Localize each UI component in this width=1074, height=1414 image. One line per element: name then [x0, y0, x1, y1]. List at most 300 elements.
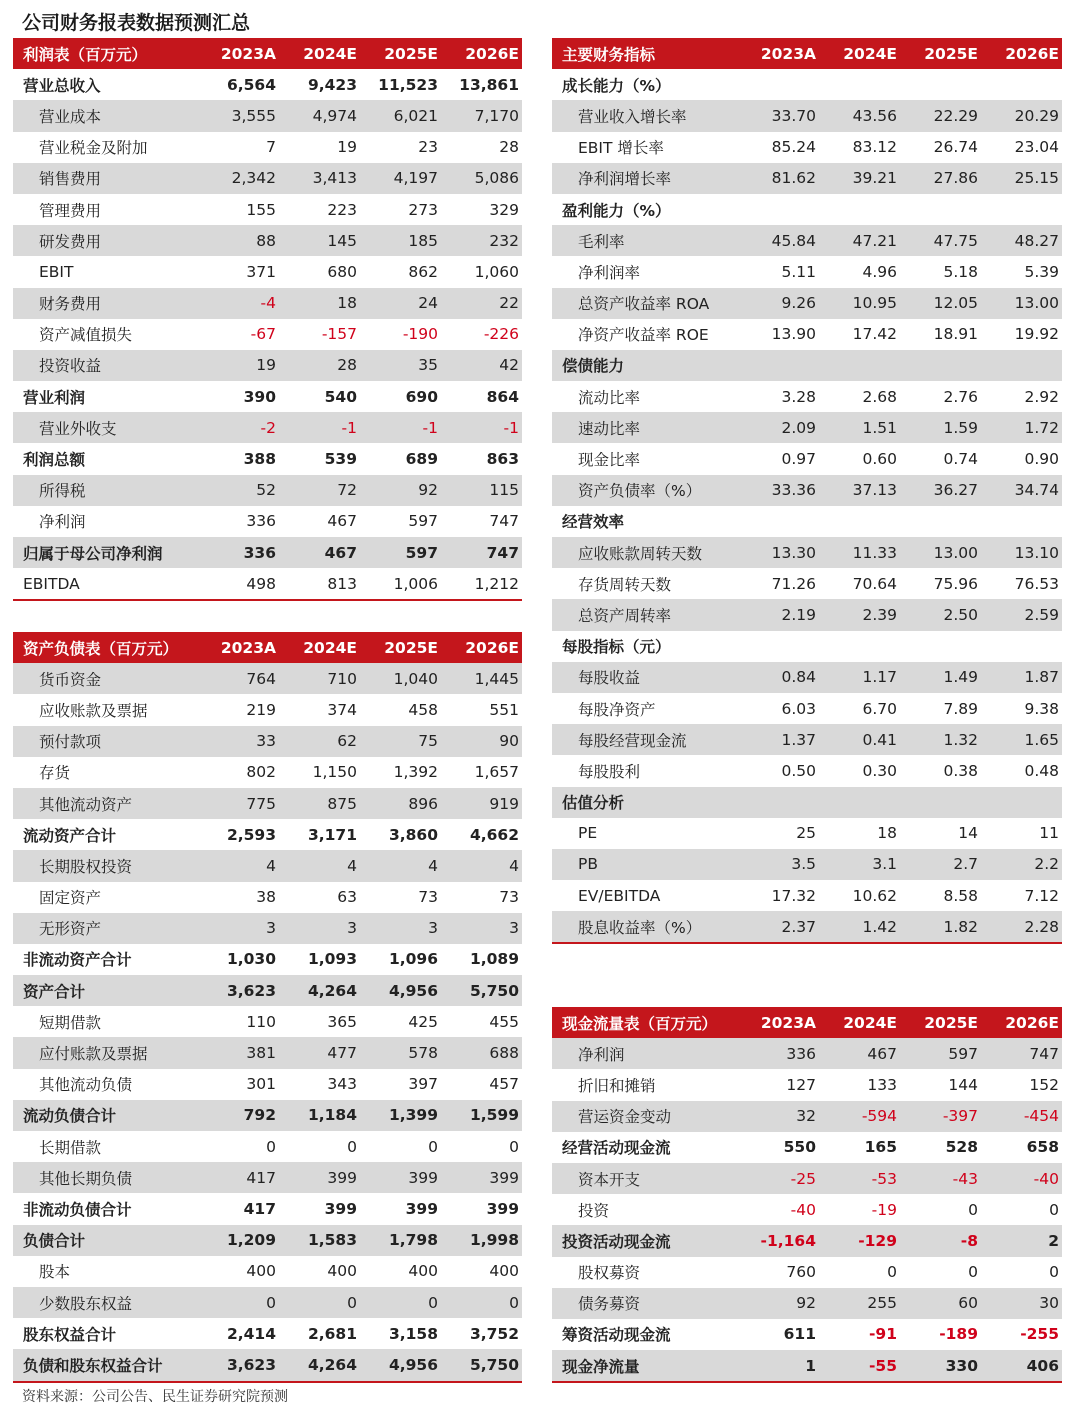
cell-value: 371: [246, 262, 276, 281]
cell-value: 18: [279, 288, 360, 319]
cell-value: 747: [981, 1038, 1062, 1069]
cell-value: -1: [360, 412, 441, 443]
cell-value: 680: [327, 262, 357, 281]
table-row: [13, 1162, 522, 1193]
table-title: 现金流量表（百万元）: [552, 1007, 717, 1038]
cell-value: 5.39: [1024, 262, 1059, 281]
cell-value: 39.21: [819, 163, 900, 194]
cell-value: 919: [441, 788, 522, 819]
table-row: [552, 194, 1062, 225]
table-title: 资产负债表（百万元）: [13, 632, 208, 663]
table-row: [552, 693, 1062, 724]
cell-value: 92: [360, 475, 441, 506]
cell-value: 399: [405, 1199, 438, 1218]
cell-value: 43.56: [819, 100, 900, 131]
table-header-row: [13, 632, 522, 663]
cell-value: 301: [246, 1075, 276, 1094]
cell-value: 13.00: [900, 537, 981, 568]
cell-value: 2.09: [717, 412, 819, 443]
cell-value: 9,423: [307, 75, 357, 94]
cell-value: [819, 194, 900, 225]
table-row: [552, 724, 1062, 755]
row-label: 营业税金及附加: [39, 139, 148, 158]
cell-value: 1,040: [360, 663, 441, 694]
cell-value: 0: [441, 1287, 522, 1318]
cell-value: [981, 506, 1062, 537]
table-row: [13, 350, 522, 381]
cell-value: 3,555: [208, 100, 279, 131]
cell-value: 47.75: [900, 225, 981, 256]
cell-value: 0: [887, 1263, 897, 1282]
table-row: [13, 1225, 522, 1256]
cell-value: 2.76: [943, 387, 978, 406]
table-row: [552, 69, 1062, 100]
cell-value: 0.48: [1024, 761, 1059, 780]
cell-value: -55: [819, 1350, 900, 1382]
table-header-row: [552, 38, 1062, 69]
row-label: 流动负债合计: [13, 1100, 208, 1131]
cell-value: 27.86: [900, 163, 981, 194]
year-header: 2026E: [981, 1007, 1062, 1038]
cell-value: 1,583: [279, 1225, 360, 1256]
cell-value: 802: [246, 763, 276, 782]
cell-value: 343: [327, 1075, 357, 1094]
cell-value: 1,798: [360, 1225, 441, 1256]
cell-value: 38: [256, 888, 276, 907]
table-row: [552, 1038, 1062, 1069]
cell-value: 417: [208, 1162, 279, 1193]
cell-value: 36.27: [900, 475, 981, 506]
cell-value: 3: [208, 913, 279, 944]
cell-value: -67: [250, 325, 276, 344]
cell-value: 88: [208, 225, 279, 256]
cell-value: 336: [208, 537, 279, 568]
row-label: 流动资产合计: [23, 826, 117, 845]
cell-value: 1,150: [312, 763, 357, 782]
cell-value: -1: [441, 412, 522, 443]
cell-value: 13.00: [981, 288, 1062, 319]
row-label: 现金净流量: [552, 1350, 717, 1382]
table-row: [552, 319, 1062, 350]
year-header: 2026E: [441, 38, 522, 69]
cell-value: 1,060: [474, 262, 519, 281]
cell-value: 1,096: [388, 950, 438, 969]
cell-value: 185: [360, 225, 441, 256]
table-row: [552, 1132, 1062, 1163]
cell-value: 0: [968, 1263, 978, 1282]
table-row: [13, 850, 522, 881]
year-header: 2024E: [819, 1007, 900, 1038]
row-label: 营业总收入: [23, 76, 101, 95]
cell-value: 747: [489, 512, 519, 531]
cell-value: 115: [441, 475, 522, 506]
row-label: EV/EBITDA: [578, 886, 661, 905]
row-label: 流动比率: [578, 388, 641, 407]
row-label: 短期借款: [39, 1013, 102, 1032]
row-label: 营业成本: [13, 100, 208, 131]
table-row: [552, 225, 1062, 256]
table-header-row: [13, 38, 522, 69]
table-row: [552, 1101, 1062, 1132]
cell-value: 0: [279, 1287, 360, 1318]
cell-value: 3,752: [469, 1324, 519, 1343]
cell-value: 2.39: [819, 599, 900, 630]
cell-value: -1,164: [717, 1225, 819, 1256]
cell-value: 2.2: [981, 849, 1062, 880]
row-label: 净利润: [552, 1038, 717, 1069]
table-row: [552, 880, 1062, 911]
table-row: [552, 412, 1062, 443]
cell-value: 4: [279, 850, 360, 881]
row-label: 速动比率: [552, 412, 717, 443]
cell-value: 792: [208, 1100, 279, 1131]
cell-value: 658: [1026, 1138, 1059, 1157]
year-header: 2024E: [279, 632, 360, 663]
cell-value: 34.74: [981, 475, 1062, 506]
cell-value: 467: [327, 512, 357, 531]
cell-value: 273: [408, 200, 438, 219]
cell-value: -1: [279, 412, 360, 443]
table-row: [552, 631, 1062, 662]
cell-value: 1,184: [279, 1100, 360, 1131]
row-label: 毛利率: [552, 225, 717, 256]
table-row: [13, 726, 522, 757]
cell-value: 417: [243, 1199, 276, 1218]
row-label: 非流动资产合计: [23, 951, 132, 970]
cell-value: 1.32: [900, 724, 981, 755]
cell-value: 60: [900, 1288, 981, 1319]
year-header: 2026E: [981, 38, 1062, 69]
cell-value: -190: [402, 325, 438, 344]
row-label: 总资产收益率 ROA: [552, 288, 717, 319]
cell-value: 33.36: [717, 475, 819, 506]
cell-value: 329: [489, 200, 519, 219]
row-label: EBIT 增长率: [578, 139, 664, 158]
cell-value: 1,209: [208, 1225, 279, 1256]
cell-value: 1.72: [981, 412, 1062, 443]
year-header: 2023A: [717, 1007, 819, 1038]
cell-value: 5,750: [441, 975, 522, 1006]
cell-value: 7.89: [943, 699, 978, 718]
cell-value: -2: [208, 412, 279, 443]
row-label: 股东权益合计: [23, 1325, 117, 1344]
cell-value: 90: [441, 726, 522, 757]
cell-value: 13.10: [981, 537, 1062, 568]
table-row: [552, 1350, 1062, 1382]
table-row: [13, 132, 522, 163]
cell-value: 4,974: [279, 100, 360, 131]
cell-value: 23.04: [1014, 138, 1059, 157]
cell-value: 3.28: [781, 387, 816, 406]
cell-value: 73: [499, 888, 519, 907]
cell-value: 10.62: [852, 886, 897, 905]
cell-value: 1,030: [226, 950, 276, 969]
cell-value: 1.17: [819, 662, 900, 693]
cell-value: 611: [783, 1325, 816, 1344]
cell-value: [819, 631, 900, 662]
cell-value: [717, 506, 819, 537]
cell-value: 467: [819, 1038, 900, 1069]
table-row: [13, 443, 522, 474]
row-label: 净利润增长率: [552, 163, 717, 194]
table-row: [552, 443, 1062, 474]
table-row: [13, 225, 522, 256]
row-label: EBIT: [39, 262, 74, 281]
cell-value: 458: [408, 700, 438, 719]
cell-value: 540: [324, 387, 357, 406]
row-label: 折旧和摊销: [578, 1076, 656, 1095]
row-label: 股息收益率（%）: [552, 911, 717, 943]
cell-value: 85.24: [771, 138, 816, 157]
year-header: 2025E: [360, 38, 441, 69]
table-row: [13, 1037, 522, 1068]
cell-value: 397: [408, 1075, 438, 1094]
table-row: [552, 755, 1062, 786]
row-label: 每股经营现金流: [552, 724, 717, 755]
cell-value: 864: [486, 387, 519, 406]
cell-value: 232: [441, 225, 522, 256]
cell-value: 0.60: [862, 450, 897, 469]
cell-value: 406: [981, 1350, 1062, 1382]
table-row: [552, 911, 1062, 943]
cell-value: [981, 69, 1062, 100]
cell-value: 52: [208, 475, 279, 506]
cell-value: 4,956: [360, 1349, 441, 1381]
table-row: [552, 288, 1062, 319]
row-label: 预付款项: [13, 726, 208, 757]
cell-value: -25: [717, 1163, 819, 1194]
cell-value: 0.84: [717, 662, 819, 693]
cell-value: 498: [246, 574, 276, 593]
row-label: 投资收益: [13, 350, 208, 381]
row-label: 其他流动资产: [13, 788, 208, 819]
row-label: 营业利润: [23, 388, 86, 407]
year-header: 2024E: [279, 38, 360, 69]
cell-value: 336: [717, 1038, 819, 1069]
cell-value: 12.05: [900, 288, 981, 319]
cell-value: -40: [790, 1200, 816, 1219]
table-row: [552, 506, 1062, 537]
cell-value: 550: [783, 1138, 816, 1157]
row-label: 每股股利: [578, 762, 641, 781]
table-row: [13, 1069, 522, 1100]
table-row: [13, 819, 522, 850]
table-row: [13, 1131, 522, 1162]
row-label: 存货周转天数: [578, 575, 672, 594]
cell-value: 24: [360, 288, 441, 319]
cell-value: 365: [327, 1012, 357, 1031]
cell-value: [981, 787, 1062, 818]
cell-value: 13,861: [459, 75, 519, 94]
table-row: [13, 256, 522, 287]
cell-value: 2: [981, 1225, 1062, 1256]
cell-value: 690: [405, 387, 438, 406]
row-label: 资产合计: [13, 975, 208, 1006]
cell-value: 1.65: [981, 724, 1062, 755]
row-label: 归属于母公司净利润: [13, 537, 208, 568]
cell-value: 127: [786, 1075, 816, 1094]
balance-sheet-table: [13, 632, 522, 1383]
cell-value: [819, 506, 900, 537]
cell-value: 155: [246, 200, 276, 219]
table-header-row: [552, 1007, 1062, 1038]
table-row: [552, 599, 1062, 630]
cell-value: 1.59: [900, 412, 981, 443]
cell-value: 219: [246, 700, 276, 719]
cell-value: 1,089: [469, 950, 519, 969]
cell-value: 0: [1049, 1263, 1059, 1282]
cell-value: -189: [939, 1325, 978, 1344]
cell-value: 400: [489, 1262, 519, 1281]
table-row: [552, 381, 1062, 412]
page-title: 公司财务报表数据预测汇总: [22, 12, 251, 34]
cell-value: 62: [279, 726, 360, 757]
cell-value: 32: [717, 1101, 819, 1132]
cell-value: 5.11: [781, 262, 816, 281]
cell-value: [819, 350, 900, 381]
cell-value: 400: [408, 1262, 438, 1281]
cell-value: 145: [279, 225, 360, 256]
table-row: [552, 1069, 1062, 1100]
cell-value: 388: [243, 450, 276, 469]
table-row: [13, 288, 522, 319]
row-label: 应收账款及票据: [39, 701, 148, 720]
cell-value: 11,523: [378, 75, 438, 94]
row-label: PB: [552, 849, 717, 880]
cell-value: 22.29: [900, 100, 981, 131]
row-label: 应收账款周转天数: [552, 537, 717, 568]
year-header: 2025E: [900, 1007, 981, 1038]
cell-value: 165: [864, 1138, 897, 1157]
table-title: 主要财务指标: [552, 38, 717, 69]
cell-value: 0.90: [1024, 450, 1059, 469]
cell-value: 4,956: [360, 975, 441, 1006]
cell-value: 3: [441, 913, 522, 944]
source-note: 资料来源：公司公告、民生证券研究院预测: [22, 1389, 288, 1405]
cell-value: 19: [208, 350, 279, 381]
cell-value: 7.12: [1024, 886, 1059, 905]
cell-value: 81.62: [717, 163, 819, 194]
row-label: 资产减值损失: [39, 326, 133, 345]
cell-value: 0: [1049, 1200, 1059, 1219]
cell-value: 3,413: [279, 163, 360, 194]
cell-value: 1,599: [441, 1100, 522, 1131]
cell-value: 1,093: [307, 950, 357, 969]
table-title: 利润表（百万元）: [13, 38, 208, 69]
cell-value: 477: [279, 1037, 360, 1068]
cell-value: 48.27: [981, 225, 1062, 256]
cell-value: 1,445: [441, 663, 522, 694]
cell-value: -19: [871, 1200, 897, 1219]
row-label: 经营效率: [562, 513, 625, 532]
cell-value: 4: [208, 850, 279, 881]
cell-value: 597: [360, 537, 441, 568]
cell-value: -91: [868, 1325, 897, 1344]
row-label: 销售费用: [13, 163, 208, 194]
cash-flow-table: [552, 1007, 1062, 1383]
cell-value: 1,657: [474, 763, 519, 782]
cell-value: -8: [900, 1225, 981, 1256]
cell-value: 400: [327, 1262, 357, 1281]
cell-value: -226: [483, 325, 519, 344]
cell-value: 10.95: [819, 288, 900, 319]
cell-value: 863: [486, 450, 519, 469]
cell-value: 3,158: [388, 1324, 438, 1343]
cell-value: 33: [208, 726, 279, 757]
year-header: 2023A: [208, 38, 279, 69]
cell-value: 47.21: [819, 225, 900, 256]
cell-value: 5.18: [943, 262, 978, 281]
cell-value: 399: [360, 1162, 441, 1193]
table-row: [13, 194, 522, 225]
row-label: 投资活动现金流: [552, 1225, 717, 1256]
cell-value: 4: [360, 850, 441, 881]
row-label: 现金比率: [578, 451, 641, 470]
cell-value: [819, 787, 900, 818]
cell-value: 896: [360, 788, 441, 819]
cell-value: 3: [279, 913, 360, 944]
table-row: [552, 787, 1062, 818]
cell-value: 2.7: [900, 849, 981, 880]
cell-value: 399: [279, 1162, 360, 1193]
cell-value: 2.50: [900, 599, 981, 630]
cell-value: [900, 506, 981, 537]
cell-value: 399: [324, 1199, 357, 1218]
row-label: 固定资产: [39, 889, 102, 908]
cell-value: 2.59: [981, 599, 1062, 630]
table-row: [13, 568, 522, 600]
cell-value: 1,006: [393, 574, 438, 593]
cell-value: 13.30: [717, 537, 819, 568]
cell-value: 133: [867, 1075, 897, 1094]
row-label: 利润总额: [23, 451, 86, 470]
table-row: [552, 1319, 1062, 1350]
cell-value: 63: [337, 888, 357, 907]
table-row: [13, 1193, 522, 1224]
cell-value: -397: [900, 1101, 981, 1132]
cell-value: 20.29: [981, 100, 1062, 131]
row-label: 总资产周转率: [552, 599, 717, 630]
row-label: 债务募资: [552, 1288, 717, 1319]
cell-value: 2.68: [862, 387, 897, 406]
cell-value: 0: [509, 1137, 519, 1156]
table-row: [13, 663, 522, 694]
table-row: [552, 1288, 1062, 1319]
cell-value: 35: [360, 350, 441, 381]
cell-value: -53: [819, 1163, 900, 1194]
row-label: 估值分析: [552, 787, 717, 818]
cell-value: -4: [208, 288, 279, 319]
table-row: [13, 788, 522, 819]
table-row: [13, 1287, 522, 1318]
table-row: [552, 256, 1062, 287]
cell-value: 0.38: [943, 761, 978, 780]
cell-value: 1.82: [900, 911, 981, 943]
cell-value: 3,171: [307, 825, 357, 844]
table-row: [13, 381, 522, 412]
cell-value: 5,086: [441, 163, 522, 194]
cell-value: 70.64: [852, 574, 897, 593]
cell-value: 76.53: [1014, 574, 1059, 593]
income-statement-table: [13, 38, 522, 601]
cell-value: 3.1: [819, 849, 900, 880]
cell-value: 3,623: [208, 975, 279, 1006]
cell-value: 330: [900, 1350, 981, 1382]
cell-value: 747: [441, 537, 522, 568]
cell-value: 0: [208, 1287, 279, 1318]
row-label: 财务费用: [13, 288, 208, 319]
cell-value: 400: [246, 1262, 276, 1281]
